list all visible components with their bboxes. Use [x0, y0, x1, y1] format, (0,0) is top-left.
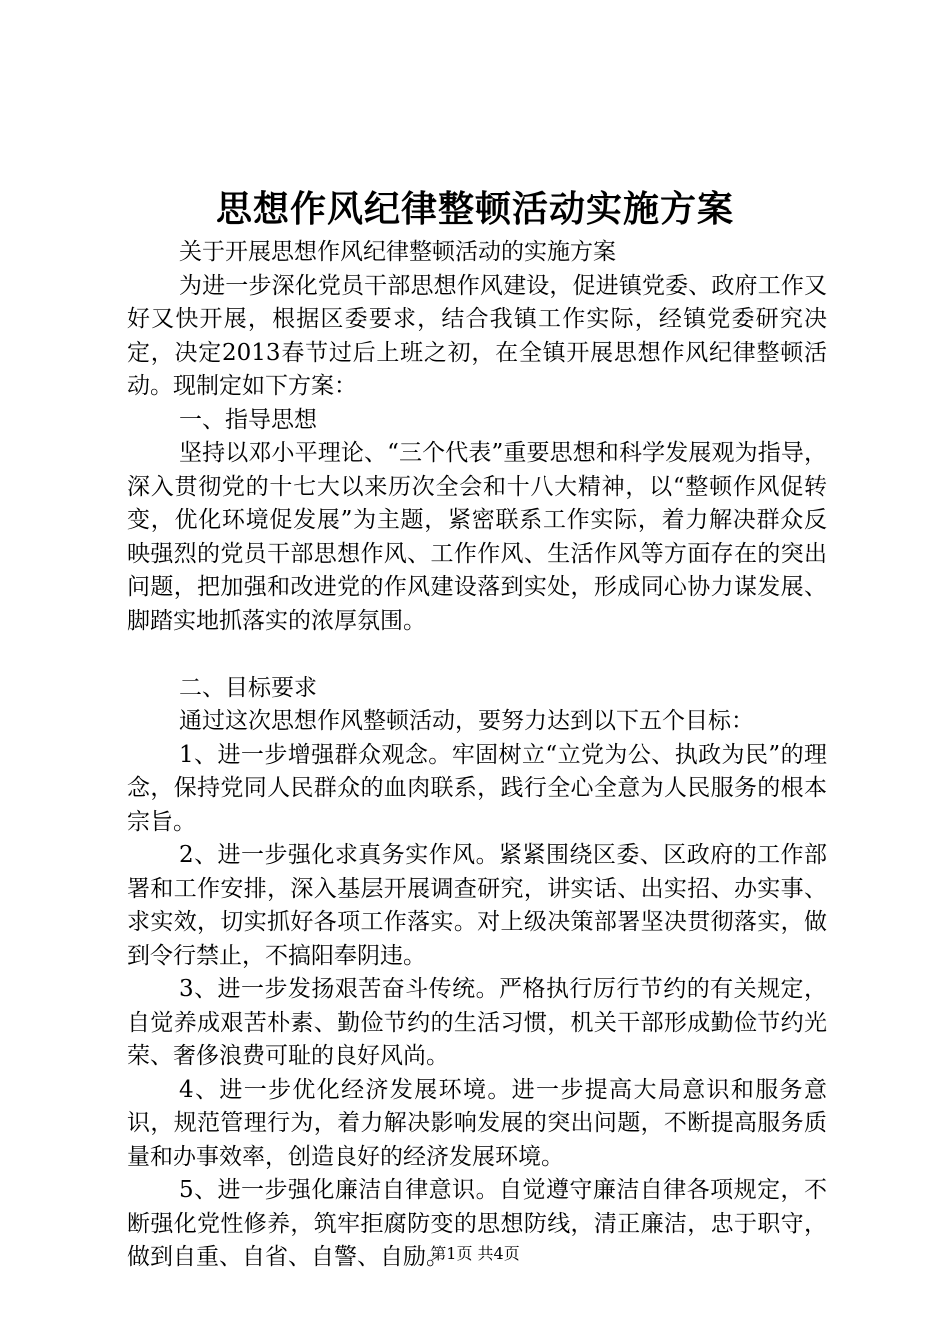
document-title: 思想作风纪律整顿活动实施方案 — [215, 188, 734, 230]
paragraph-intro: 为进一步深化党员干部思想作风建设，促进镇党委、政府工作又好又快开展，根据区委要求，结合我镇工作实际，经镇党委研究决定，决定2013春节过后上班之初，在全镇开展思想作风纪律整顿活动。现制定如下方案： — [127, 272, 827, 399]
paragraph-goals-intro: 通过这次思想作风整顿活动，要努力达到以下五个目标： — [179, 708, 754, 734]
paragraph-goal-2: 2、进一步强化求真务实作风。紧紧围绕区委、区政府的工作部署和工作安排，深入基层开展调查研究，讲实话、出实招、办实事、求实效，切实抓好各项工作落实。对上级决策部署坚决贯彻落实，做到令行禁止，不搞阳奉阴违。 — [127, 842, 827, 969]
paragraph-goal-4: 4、进一步优化经济发展环境。进一步提高大局意识和服务意识，规范管理行为，着力解决影响发展的突出问题，不断提高服务质量和办事效率，创造良好的经济发展环境。 — [127, 1076, 827, 1170]
paragraph-goal-5: 5、进一步强化廉洁自律意识。自觉遵守廉洁自律各项规定，不断强化党性修养，筑牢拒腐防变的思想防线，清正廉洁，忠于职守，做到自重、自省、自警、自励。 — [127, 1177, 827, 1270]
paragraph-guiding-thought: 坚持以邓小平理论、“三个代表”重要思想和科学发展观为指导，深入贯彻党的十七大以来历次全会和十八大精神，以“整顿作风促转变，优化环境促发展”为主题，紧密联系工作实际，着力解决群众反映强烈的党员干部思想作风、工作作风、生活作风等方面存在的突出问题，把加强和改进党的作风建设落到实处，形成同心协力谋发展、脚踏实地抓落实的浓厚氛围。 — [127, 440, 827, 634]
paragraph-subtitle: 关于开展思想作风纪律整顿活动的实施方案 — [179, 239, 616, 265]
blank-line — [127, 638, 827, 672]
page-footer: 第1页 共4页 — [430, 1244, 520, 1263]
section-heading-guiding-thought: 一、指导思想 — [179, 406, 317, 433]
paragraph-goal-1: 1、进一步增强群众观念。牢固树立“立党为公、执政为民”的理念，保持党同人民群众的血肉联系，践行全心全意为人民服务的根本宗旨。 — [127, 741, 827, 835]
section-heading-goals: 二、目标要求 — [179, 674, 317, 701]
document-body — [127, 236, 827, 1275]
paragraph-goal-3: 3、进一步发扬艰苦奋斗传统。严格执行厉行节约的有关规定，自觉养成艰苦朴素、勤俭节约的生活习惯，机关干部形成勤俭节约光荣、奢侈浪费可耻的良好风尚。 — [127, 976, 827, 1069]
